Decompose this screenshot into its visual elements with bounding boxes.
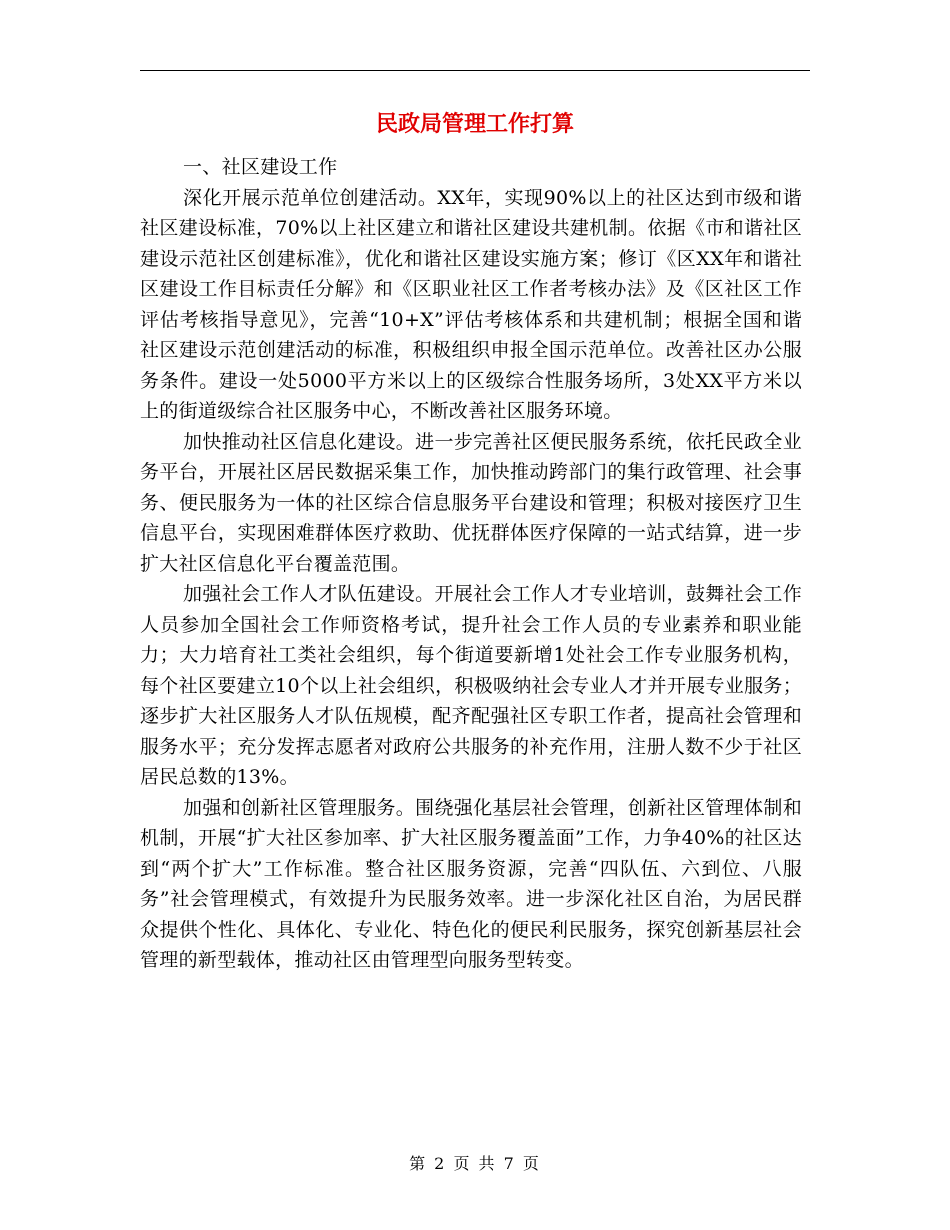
- page-footer: 第 2 页 共 7 页: [409, 1154, 541, 1173]
- paragraph-2: 加快推动社区信息化建设。进一步完善社区便民服务系统，依托民政全业务平台，开展社区居民数据采集工作，加快推动跨部门的集行政管理、社会事务、便民服务为一体的社区综合信息服务平台建设和管理；积极对接医疗卫生信息平台，实现困难群体医疗救助、优抚群体医疗保障的一站式结算，进一步扩大社区信息化平台覆盖范围。: [140, 430, 802, 575]
- paragraph-3: 加强社会工作人才队伍建设。开展社会工作人才专业培训，鼓舞社会工作人员参加全国社会工作师资格考试，提升社会工作人员的专业素养和职业能力；大力培育社工类社会组织，每个街道要新增1处社会工作专业服务机构，每个社区要建立10个以上社会组织，积极吸纳社会专业人才并开展专业服务；逐步扩大社区服务人才队伍规模，配齐配强社区专职工作者，提高社会管理和服务水平；充分发挥志愿者对政府公共服务的补充作用，注册人数不少于社区居民总数的13%。: [140, 583, 802, 788]
- paragraph-4: 加强和创新社区管理服务。围绕强化基层社会管理，创新社区管理体制和机制，开展“扩大社区参加率、扩大社区服务覆盖面”工作，力争40%的社区达到“两个扩大”工作标准。整合社区服务资源，完善“四队伍、六到位、八服务”社会管理模式，有效提升为民服务效率。进一步深化社区自治，为居民群众提供个性化、具体化、专业化、特色化的便民利民服务，探究创新基层社会管理的新型载体，推动社区由管理型向服务型转变。: [140, 796, 802, 971]
- paragraph-1: 深化开展示范单位创建活动。XX年，实现90%以上的社区达到市级和谐社区建设标准，70%以上社区建立和谐社区建设共建机制。依据《市和谐社区建设示范社区创建标准》，优化和谐社区建设实施方案；修订《区XX年和谐社区建设工作目标责任分解》和《区职业社区工作者考核办法》及《区社区工作评估考核指导意见》，完善“10+X”评估考核体系和共建机制；根据全国和谐社区建设示范创建活动的标准，积极组织申报全国示范单位。改善社区办公服务条件。建设一处5000平方米以上的区级综合性服务场所，3处XX平方米以上的街道级综合社区服务中心，不断改善社区服务环境。: [140, 186, 802, 422]
- document-title: 民政局管理工作打算: [375, 112, 574, 137]
- section-heading: 一、社区建设工作: [183, 156, 338, 178]
- document-body: [140, 152, 802, 976]
- header-rule: [140, 70, 810, 71]
